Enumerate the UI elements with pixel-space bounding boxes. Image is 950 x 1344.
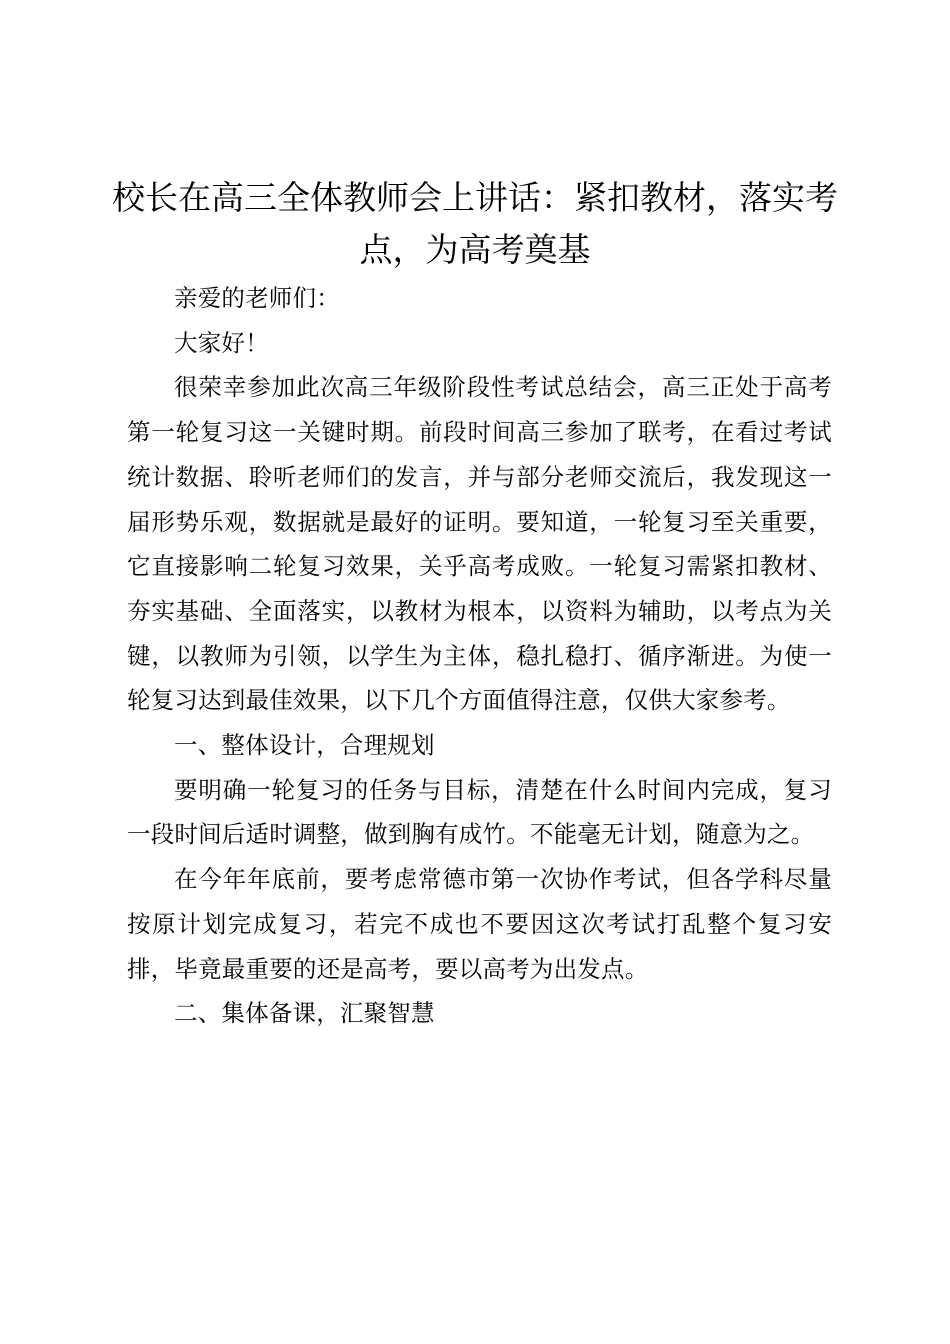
section-1-paragraph-1: 要明确一轮复习的任务与目标，清楚在什么时间内完成，复习一段时间后适时调整，做到胸有成竹。不能毫无计划，随意为之。 <box>127 775 832 849</box>
section-heading-2: 二、集体备课，汇聚智慧 <box>174 999 435 1028</box>
section-heading-1: 一、整体设计，合理规划 <box>174 731 435 760</box>
greeting: 大家好！ <box>174 328 269 357</box>
intro-paragraph: 很荣幸参加此次高三年级阶段性考试总结会，高三正处于高考第一轮复习这一关键时期。前段时间高三参加了联考，在看过考试统计数据、聆听老师们的发言，并与部分老师交流后，我发现这一届形势乐观，数据就是最好的证明。要知道，一轮复习至关重要，它直接影响二轮复习效果，关乎高考成败。一轮复习需紧扣教材、夯实基础、全面落实，以教材为根本，以资料为辅助，以考点为关键，以教师为引领，以学生为主体，稳扎稳打、循序渐进。为使一轮复习达到最佳效果，以下几个方面值得注意，仅供大家参考。 <box>127 373 832 715</box>
section-1-paragraph-2: 在今年年底前，要考虑常德市第一次协作考试，但各学科尽量按原计划完成复习，若完不成也不要因这次考试打乱整个复习安排，毕竟最重要的还是高考，要以高考为出发点。 <box>127 865 832 983</box>
document-body <box>127 276 832 1036</box>
salutation: 亲爱的老师们： <box>174 284 340 312</box>
document-title: 校长在高三全体教师会上讲话：紧扣教材，落实考点，为高考奠基 <box>112 178 838 269</box>
